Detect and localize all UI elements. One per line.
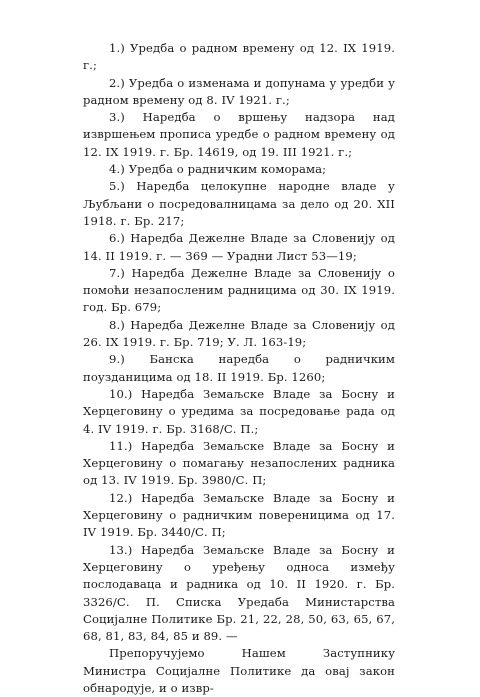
item-text: Уредба о радничким коморама; <box>128 162 327 177</box>
list-item <box>83 542 395 646</box>
list-item <box>83 178 395 230</box>
item-number: 11.) <box>109 438 133 453</box>
list-item <box>83 75 395 110</box>
list-item <box>83 490 395 542</box>
item-text: Уредба о радном времену од 12. IX 1919. г.; <box>83 41 395 73</box>
item-number: 2.) <box>109 75 125 90</box>
item-number: 10.) <box>109 386 133 401</box>
closing-paragraph: Препоручујемо Нашем Заступнику Министра Социјалне Политике да овај закон обнародује, и о извр- <box>83 646 395 695</box>
item-text: Наредба Земаљске Владе за Босну и Херцеговину о радничким повереницима од 17. IV 1919. Бр. 3440/С. П; <box>83 490 395 540</box>
item-text: Наредба Земаљске Владе за Босну и Херцеговину о помагању незапослених радника од 13. IV 1919. Бр. 3980/С. П; <box>83 438 395 488</box>
item-number: 3.) <box>109 110 125 125</box>
item-number: 4.) <box>109 162 125 177</box>
item-number: 5.) <box>109 179 125 194</box>
list-item <box>83 265 395 317</box>
list-item <box>83 161 395 178</box>
item-number: 1.) <box>109 41 125 55</box>
item-text: Наредба Дежелне Владе за Словенију о помоћи незапосленим радницима од 30. IX 1919. год. Бр. 679; <box>83 265 395 315</box>
item-text: Наредба целокупне народне владе у Љубљани о посредовалницама за дело од 20. XII 1918. г. Бр. 217; <box>83 179 395 228</box>
list-item <box>83 386 395 438</box>
item-text: Наредба о вршењу надзора над извршењем прописа уредбе о радном времену од 12. IX 1919. г. Бр. 14619, од 19. III 1921. г.; <box>83 110 395 159</box>
item-text: Банска наредба о радничким поузданицима од 18. II 1919. Бр. 1260; <box>83 352 395 384</box>
item-text: Наредба Дежелне Владе за Словенију од 14. II 1919. г. — 369 — Урадни Лист 53—19; <box>83 231 395 263</box>
list-item <box>83 40 395 75</box>
item-text: Наредба Земаљске Владе за Босну и Херцеговину о уређењу односа између послодаваца и радника од 10. II 1920. г. Бр. 3326/С. П. Списка Уредаба Министарства Социјалне Политике Бр. 21, 22, 28, 50, 63, 65, 67, 68, 81, 83, 84, 85 и 89. — <box>83 542 395 644</box>
list-item <box>83 109 395 161</box>
list-item <box>83 438 395 490</box>
item-text: Уредба о изменама и допунама у уредби у радном времену од 8. IV 1921. г.; <box>83 75 395 107</box>
item-number: 7.) <box>109 265 125 280</box>
item-text: Наредба Дежелне Владе за Словенију од 26. IX 1919. г. Бр. 719; У. Л. 163-19; <box>83 317 395 350</box>
list-item <box>83 230 395 265</box>
document-page <box>83 40 395 697</box>
item-number: 12.) <box>109 490 133 505</box>
list-item <box>83 351 395 386</box>
item-number: 9.) <box>109 352 125 367</box>
item-text: Наредба Земаљске Владе за Босну и Херцеговину о уредима за посредовање рада од 4. IV 1919. г. Бр. 3168/С. П.; <box>83 386 395 436</box>
item-number: 8.) <box>109 317 125 332</box>
item-number: 6.) <box>109 231 125 246</box>
list-item <box>83 317 395 352</box>
item-number: 13.) <box>109 542 133 557</box>
